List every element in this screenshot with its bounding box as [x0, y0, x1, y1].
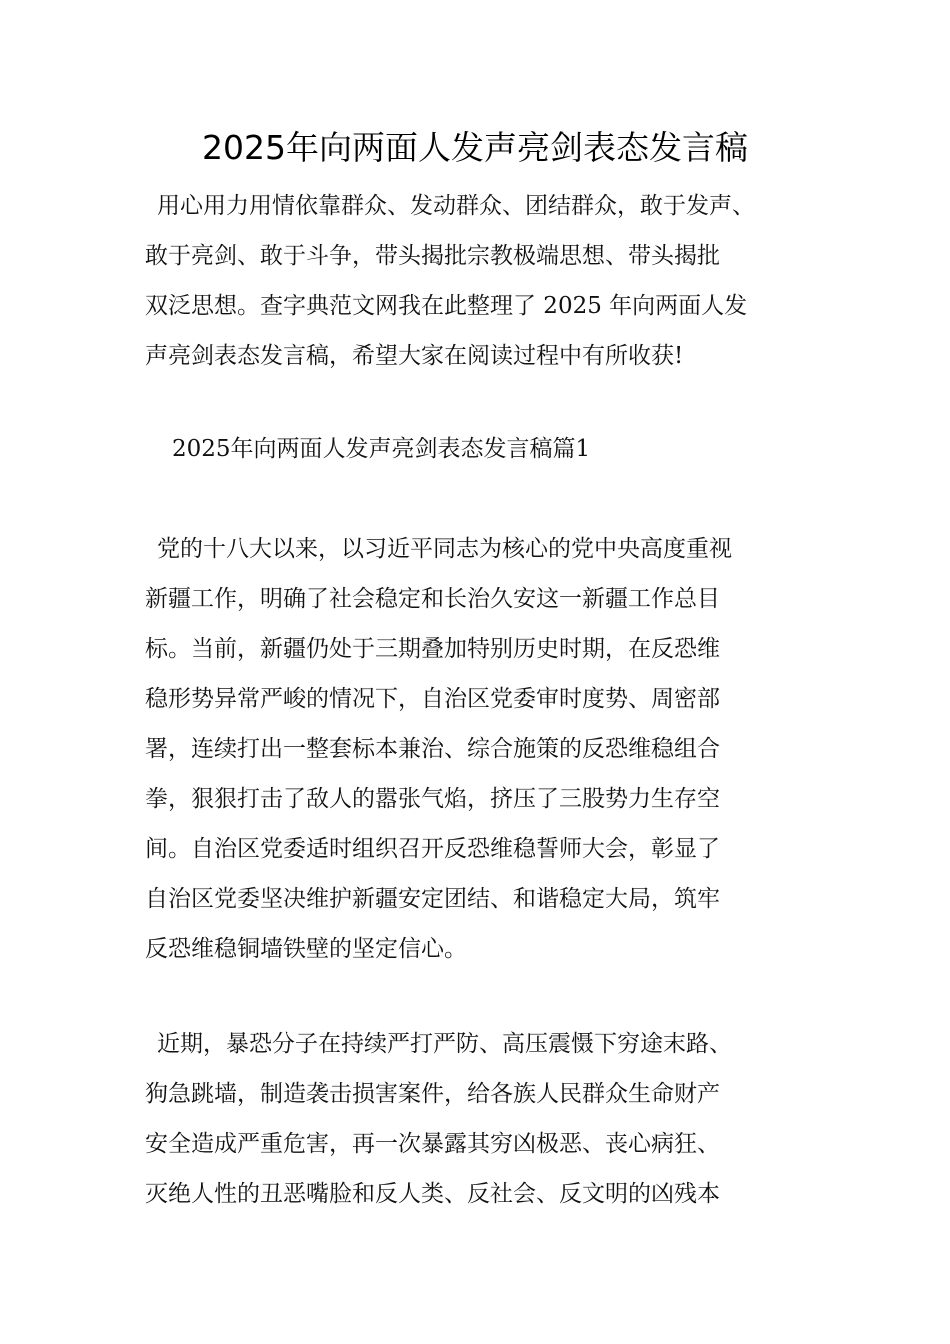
- intro-line: 用心用力用情依靠群众、发动群众、团结群众，敢于发声、: [157, 193, 755, 219]
- paragraph-line: 稳形势异常严峻的情况下，自治区党委审时度势、周密部: [145, 686, 720, 712]
- paragraph-line: 标。当前，新疆仍处于三期叠加特别历史时期，在反恐维: [145, 636, 720, 662]
- body-paragraph-2: [145, 1019, 825, 1219]
- intro-paragraph: [145, 181, 825, 381]
- paragraph-line: 拳，狠狠打击了敌人的嚣张气焰，挤压了三股势力生存空: [145, 786, 720, 812]
- intro-line: 声亮剑表态发言稿，希望大家在阅读过程中有所收获!: [145, 343, 684, 369]
- body-paragraph-1: [145, 524, 825, 974]
- paragraph-line: 灭绝人性的丑恶嘴脸和反人类、反社会、反文明的凶残本: [145, 1181, 720, 1207]
- paragraph-line: 署，连续打出一整套标本兼治、综合施策的反恐维稳组合: [145, 736, 720, 762]
- paragraph-line: 自治区党委坚决维护新疆安定团结、和谐稳定大局，筑牢: [145, 886, 720, 912]
- paragraph-line: 狗急跳墙，制造袭击损害案件，给各族人民群众生命财产: [145, 1081, 720, 1107]
- paragraph-line: 反恐维稳铜墙铁壁的坚定信心。: [145, 936, 467, 962]
- intro-line: 敢于亮剑、敢于斗争，带头揭批宗教极端思想、带头揭批: [145, 243, 720, 269]
- paragraph-line: 近期，暴恐分子在持续严打严防、高压震慑下穷途末路、: [157, 1031, 732, 1057]
- intro-line: 双泛思想。查字典范文网我在此整理了 2025 年向两面人发: [145, 293, 748, 319]
- section-heading: 2025年向两面人发声亮剑表态发言稿篇1: [172, 436, 591, 462]
- paragraph-line: 间。自治区党委适时组织召开反恐维稳誓师大会，彰显了: [145, 836, 720, 862]
- document-title: 2025年向两面人发声亮剑表态发言稿: [202, 128, 748, 167]
- paragraph-line: 安全造成严重危害，再一次暴露其穷凶极恶、丧心病狂、: [145, 1131, 720, 1157]
- paragraph-line: 新疆工作，明确了社会稳定和长治久安这一新疆工作总目: [145, 586, 720, 612]
- paragraph-line: 党的十八大以来，以习近平同志为核心的党中央高度重视: [157, 536, 732, 562]
